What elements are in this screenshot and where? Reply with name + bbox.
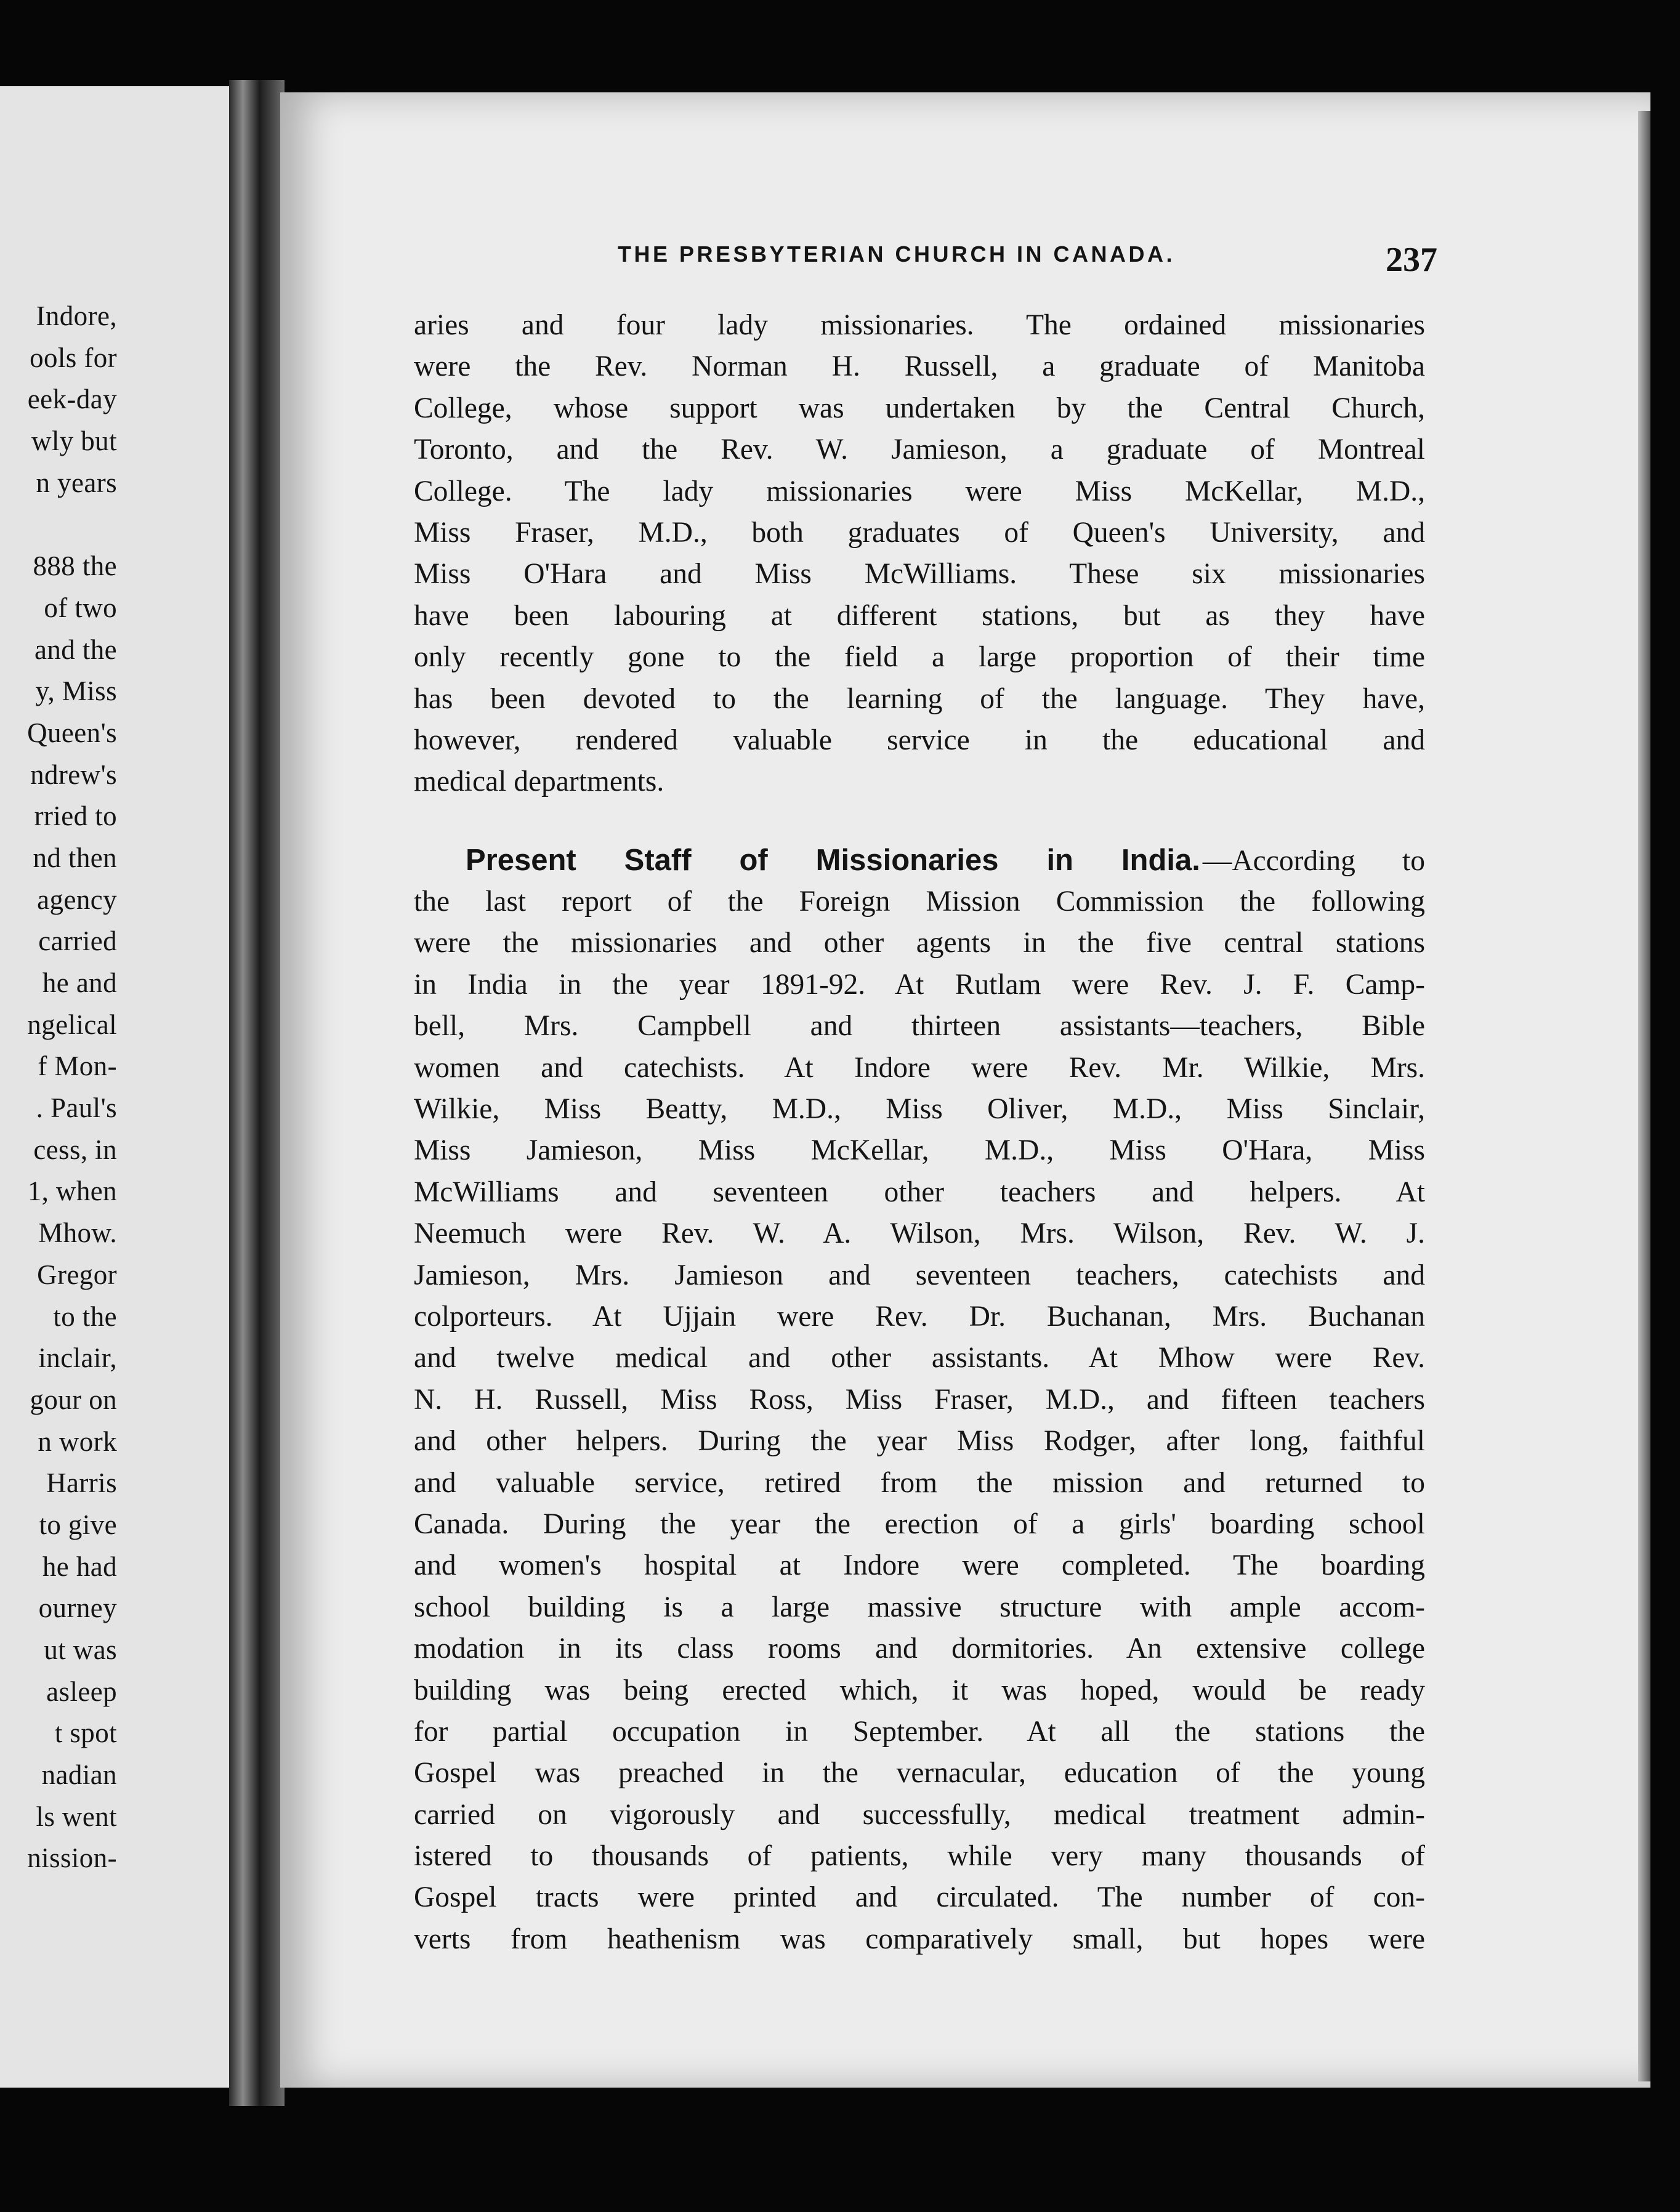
text-line: McWilliams and seventeen other teachers and helpers. At: [414, 1176, 1425, 1208]
text-line: modation in its class rooms and dormitories. An extensive college: [414, 1633, 1425, 1665]
left-page-line: asleep: [46, 1676, 117, 1707]
text-line: were the missionaries and other agents in the five central stations: [414, 927, 1425, 959]
text-line: College, whose support was undertaken by the Central Church,: [414, 392, 1425, 424]
text-line: Wilkie, Miss Beatty, M.D., Miss Oliver, M.D., Miss Sinclair,: [414, 1093, 1425, 1126]
left-page: [0, 86, 234, 2088]
left-page-line: f Mon-: [38, 1051, 117, 1082]
page-number: 237: [1386, 241, 1437, 279]
text-line: Gospel was preached in the vernacular, education of the young: [414, 1757, 1425, 1790]
text-line: has been devoted to the learning of the language. They have,: [414, 682, 1425, 715]
left-page-line: gour on: [30, 1384, 117, 1415]
text-line: Toronto, and the Rev. W. Jamieson, a graduate of Montreal: [414, 434, 1425, 466]
left-page-line: inclair,: [38, 1342, 117, 1374]
text-line: only recently gone to the field a large proportion of their time: [414, 641, 1425, 674]
left-page-line: n years: [36, 467, 117, 498]
text-line: aries and four lady missionaries. The ordained missionaries: [414, 309, 1425, 341]
text-line: carried on vigorously and successfully, medical treatment admin-: [414, 1798, 1425, 1831]
left-page-line: he had: [42, 1551, 117, 1582]
left-page-line: Gregor: [37, 1259, 117, 1290]
left-page-line: cess, in: [33, 1134, 117, 1165]
text-line: and women's hospital at Indore were completed. The boarding: [414, 1549, 1425, 1582]
running-head: THE PRESBYTERIAN CHURCH IN CANADA.: [618, 241, 1176, 267]
left-page-line: ourney: [38, 1592, 117, 1624]
text-line: have been labouring at different stations, but as they have: [414, 599, 1425, 632]
left-page-line: 888 the: [33, 551, 117, 582]
text-line: medical departments.: [414, 765, 664, 798]
text-line: istered to thousands of patients, while very many thousands of: [414, 1840, 1425, 1873]
left-page-line: ls went: [36, 1801, 117, 1832]
text-line: school building is a large massive structure with ample accom-: [414, 1591, 1425, 1623]
left-page-line: ndrew's: [30, 759, 117, 790]
text-line: in India in the year 1891-92. At Rutlam were Rev. J. F. Camp-: [414, 968, 1425, 1001]
left-page-line: carried: [38, 926, 117, 957]
left-page-line: nadian: [41, 1759, 117, 1791]
text-line: and valuable service, retired from the mission and returned to: [414, 1466, 1425, 1499]
left-page-line: . Paul's: [36, 1092, 117, 1124]
text-line: however, rendered valuable service in the educational and: [414, 724, 1425, 756]
left-page-line: rried to: [34, 801, 117, 832]
left-page-line: Mhow.: [38, 1217, 117, 1249]
left-page-line: Indore,: [36, 301, 117, 331]
left-page-line: [0, 504, 117, 546]
text-line: were the Rev. Norman H. Russell, a graduate of Manitoba: [414, 350, 1425, 383]
paragraph-1: [414, 305, 1425, 803]
text-line: bell, Mrs. Campbell and thirteen assistants—teachers, Bible: [414, 1010, 1425, 1043]
left-page-line: to the: [53, 1301, 117, 1332]
left-page-line: and the: [34, 634, 117, 665]
left-page-line: he and: [42, 967, 117, 998]
left-page-line: agency: [37, 884, 117, 915]
text-line: N. H. Russell, Miss Ross, Miss Fraser, M.D., and fifteen teachers: [414, 1383, 1425, 1416]
text-line: Gospel tracts were printed and circulated. The number of con-: [414, 1881, 1425, 1914]
left-page-text: [0, 296, 117, 1879]
section-heading: Present Staff of Missionaries in India.: [466, 843, 1200, 877]
left-page-line: wly but: [31, 426, 117, 457]
text-line: for partial occupation in September. At all the stations the: [414, 1715, 1425, 1748]
text-line: Miss Fraser, M.D., both graduates of Queen's University, and: [414, 516, 1425, 549]
text-line: and other helpers. During the year Miss Rodger, after long, faithful: [414, 1425, 1425, 1458]
text-line: and twelve medical and other assistants. At Mhow were Rev.: [414, 1342, 1425, 1374]
text-line: Miss Jamieson, Miss McKellar, M.D., Miss O'Hara, Miss: [414, 1134, 1425, 1167]
left-page-line: Harris: [46, 1467, 117, 1499]
text-line: the last report of the Foreign Mission Commission the following: [414, 886, 1425, 918]
left-page-line: t spot: [54, 1718, 117, 1749]
text-line: Canada. During the year the erection of a girls' boarding school: [414, 1508, 1425, 1540]
text-line: verts from heathenism was comparatively small, but hopes were: [414, 1923, 1425, 1955]
left-page-line: of two: [44, 592, 117, 623]
text-line: Neemuch were Rev. W. A. Wilson, Mrs. Wilson, Rev. W. J.: [414, 1217, 1425, 1250]
paragraph-gap: [414, 803, 1425, 840]
left-page-line: 1, when: [27, 1176, 117, 1207]
page-body: [414, 305, 1425, 1960]
left-page-line: n work: [38, 1426, 117, 1457]
text-line: women and catechists. At Indore were Rev. Mr. Wilkie, Mrs.: [414, 1051, 1425, 1084]
left-page-line: ools for: [30, 342, 117, 373]
left-page-line: nission-: [27, 1843, 117, 1874]
text-line: College. The lady missionaries were Miss McKellar, M.D.,: [414, 475, 1425, 507]
text-line: Jamieson, Mrs. Jamieson and seventeen teachers, catechists and: [414, 1259, 1425, 1291]
left-page-line: Queen's: [27, 717, 117, 748]
left-page-line: eek-day: [27, 384, 117, 415]
section-first-line: [414, 840, 1425, 881]
text-line: Miss O'Hara and Miss McWilliams. These six missionaries: [414, 558, 1425, 591]
text-line: building was being erected which, it was hoped, would be ready: [414, 1674, 1425, 1706]
book-gutter: [229, 80, 285, 2106]
left-page-line: nd then: [33, 842, 117, 873]
left-page-line: y, Miss: [35, 676, 117, 707]
section-first-line-text: —According to: [1202, 844, 1425, 877]
page-edge: [1638, 111, 1650, 2081]
left-page-line: ut was: [44, 1634, 117, 1665]
paragraph-2: [414, 881, 1425, 1960]
left-page-line: to give: [39, 1509, 117, 1540]
text-line: colporteurs. At Ujjain were Rev. Dr. Buchanan, Mrs. Buchanan: [414, 1300, 1425, 1333]
left-page-line: ngelical: [27, 1009, 117, 1040]
